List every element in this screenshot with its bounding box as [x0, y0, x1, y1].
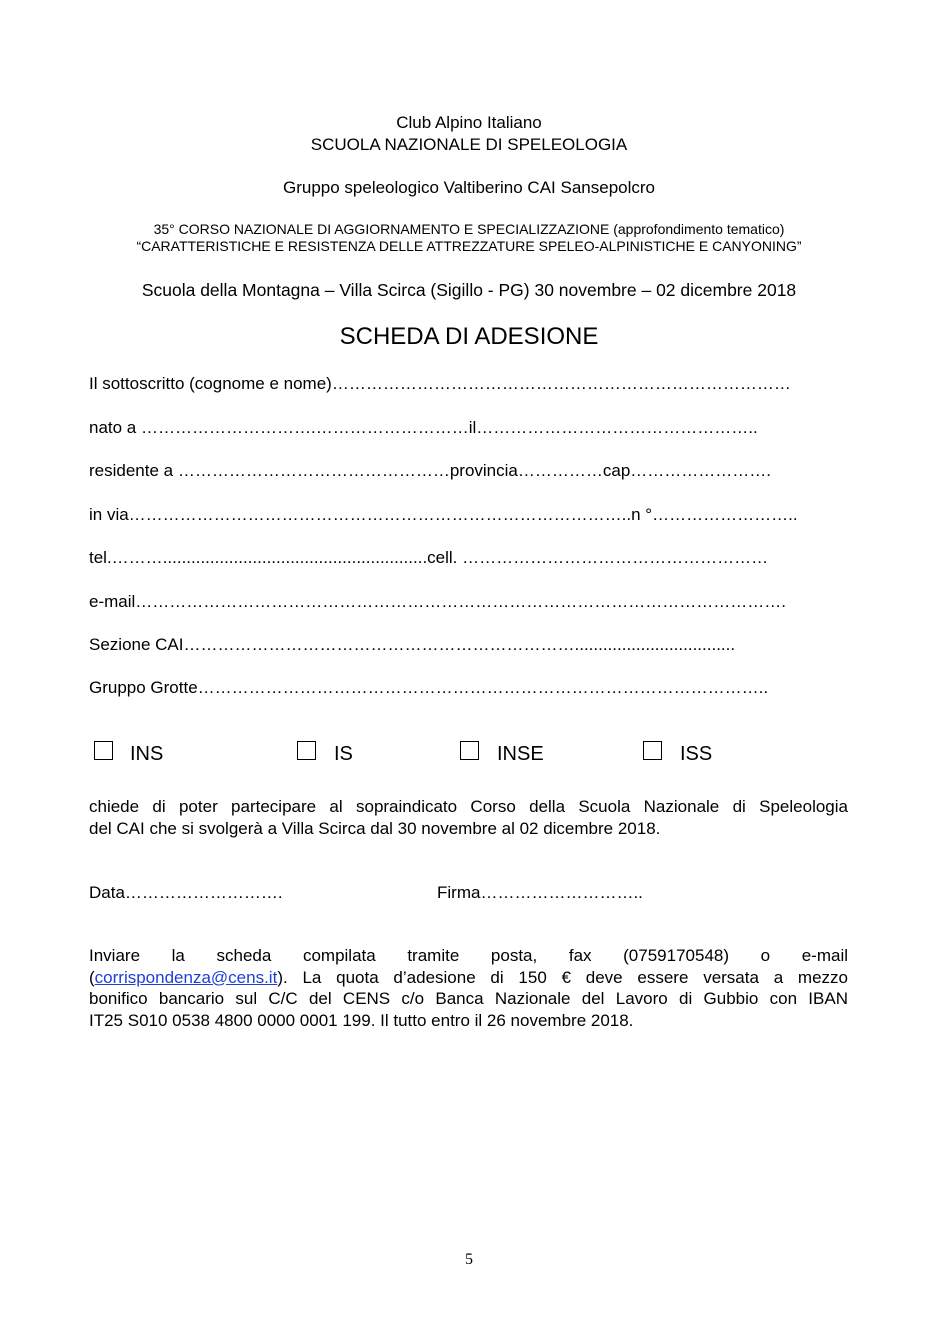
instructions-line3: bonifico bancario sul C/C del CENS c/o Banca Nazionale del Lavoro di Gubbio con IBAN	[89, 989, 848, 1008]
request-paragraph	[89, 796, 848, 839]
field-email[interactable]: e-mail…………………………………………………………………………………………………….	[89, 592, 787, 611]
checkbox-ins-label: INS	[130, 743, 164, 765]
checkbox-ins[interactable]	[94, 741, 113, 760]
field-cai-section[interactable]: Sezione CAI……………………………………………………………..................................	[89, 635, 736, 654]
checkbox-iss-label: ISS	[680, 743, 713, 765]
instructions-line2	[89, 967, 848, 989]
course-title-line1: 35° CORSO NAZIONALE DI AGGIORNAMENTO E SPECIALIZZAZIONE (approfondimento tematico)	[153, 221, 785, 237]
course-title-line2: “CARATTERISTICHE E RESISTENZA DELLE ATTREZZATURE SPELEO-ALPINISTICHE E CANYONING”	[136, 238, 802, 254]
field-residence[interactable]: residente a …………………………………………provincia……………cap…………………….	[89, 461, 772, 480]
checkbox-is-label: IS	[334, 743, 353, 765]
field-name[interactable]: Il sottoscritto (cognome e nome)………………………………………………………………………	[89, 374, 791, 393]
instructions-line4: IT25 S010 0538 4800 0000 0001 199. Il tutto entro il 26 novembre 2018.	[89, 1010, 634, 1030]
field-cave-group[interactable]: Gruppo Grotte………………………………………………………………………………………..	[89, 678, 769, 697]
field-birthplace[interactable]: nato a ………………………….………………………il…………………………………………..	[89, 418, 758, 437]
venue-dates: Scuola della Montagna – Villa Scirca (Sigillo - PG) 30 novembre – 02 dicembre 2018	[141, 280, 797, 300]
checkbox-inse[interactable]	[460, 741, 479, 760]
checkbox-iss[interactable]	[643, 741, 662, 760]
instructions-paragraph	[89, 945, 848, 1031]
request-line2: del CAI che si svolgerà a Villa Scirca dal 30 novembre al 02 dicembre 2018.	[89, 818, 661, 838]
form-title: SCHEDA DI ADESIONE	[339, 323, 599, 350]
paren-open: (	[89, 967, 95, 987]
page-number: 5	[465, 1251, 473, 1268]
group-name: Gruppo speleologico Valtiberino CAI Sansepolcro	[282, 178, 656, 197]
date-field[interactable]: Data……………………….	[89, 883, 283, 902]
instructions-line2-rest: ). La quota d’adesione di 150 € deve essere versata a mezzo	[277, 967, 848, 987]
field-phone[interactable]: tel.………........................................................cell. ………………………………………………	[89, 548, 769, 567]
checkbox-is[interactable]	[297, 741, 316, 760]
request-line1: chiede di poter partecipare al sopraindicato Corso della Scuola Nazionale di Speleologia	[89, 797, 848, 816]
checkbox-inse-label: INSE	[497, 743, 544, 765]
instructions-line1: Inviare la scheda compilata tramite posta, fax (0759170548) o e-mail	[89, 946, 848, 965]
email-link[interactable]: corrispondenza@cens.it	[94, 967, 278, 987]
signature-field[interactable]: Firma………………………..	[437, 883, 643, 902]
org-name: Club Alpino Italiano	[396, 113, 542, 132]
field-street[interactable]: in via……………………………………………………………………………..n °……………………..	[89, 505, 798, 524]
school-name: SCUOLA NAZIONALE DI SPELEOLOGIA	[310, 135, 628, 154]
